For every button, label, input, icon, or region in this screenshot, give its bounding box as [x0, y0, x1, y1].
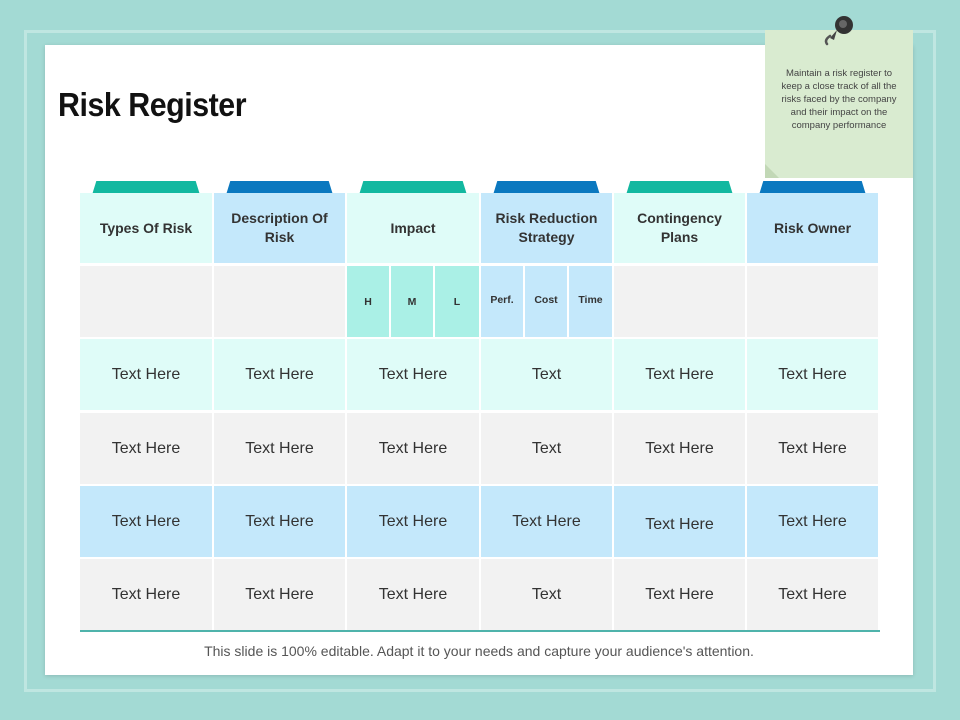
table-cell: Text Here — [80, 559, 212, 630]
column-header: Description Of Risk — [214, 193, 345, 263]
column-header: Risk Owner — [747, 193, 878, 263]
table-cell: Text Here — [747, 413, 878, 484]
table-cell: Text — [481, 413, 612, 484]
sub-header-cell: H — [347, 266, 389, 337]
column-header: Types Of Risk — [80, 193, 212, 263]
table-cell: Text Here — [347, 486, 479, 557]
pushpin-icon — [818, 14, 858, 48]
table-cell: Text Here — [614, 413, 745, 484]
table-bottom-border — [80, 630, 880, 632]
table-cell: Text Here — [747, 339, 878, 410]
table-cell: Text Here — [80, 339, 212, 410]
page-title: Risk Register — [58, 86, 247, 123]
table-cell: Text Here — [347, 559, 479, 630]
table-cell: Text Here — [80, 486, 212, 557]
sticky-note-text: Maintain a risk register to keep a close track of all the risks faced by the company and their impact on the company performance — [781, 68, 897, 131]
table-cell: Text Here — [347, 339, 479, 410]
sub-header-empty — [614, 266, 745, 337]
column-header: Contingency Plans — [614, 193, 745, 263]
table-cell: Text Here — [747, 486, 878, 557]
table-cell: Text — [481, 339, 612, 410]
table-cell: Text Here — [614, 559, 745, 630]
table-cell: Text Here — [214, 339, 345, 410]
column-header: Impact — [347, 193, 479, 263]
table-cell: Text — [481, 559, 612, 630]
table-cell: Text Here — [614, 486, 745, 557]
footer-note: This slide is 100% editable. Adapt it to your needs and capture your audience's attention. — [204, 643, 754, 659]
sub-header-empty — [214, 266, 345, 337]
sub-header-empty — [747, 266, 878, 337]
table-cell: Text Here — [80, 413, 212, 484]
sub-header-cell: Perf. — [481, 266, 523, 337]
table-cell: Text Here — [481, 486, 612, 557]
sub-header-cell: Time — [569, 266, 612, 337]
table-cell: Text Here — [347, 413, 479, 484]
table-cell: Text Here — [214, 486, 345, 557]
sub-header-cell: M — [391, 266, 433, 337]
sub-header-cell: Cost — [525, 266, 567, 337]
table-cell: Text Here — [214, 413, 345, 484]
column-header: Risk Reduction Strategy — [481, 193, 612, 263]
table-cell: Text Here — [214, 559, 345, 630]
table-cell: Text Here — [747, 559, 878, 630]
sub-header-empty — [80, 266, 212, 337]
table-cell: Text Here — [614, 339, 745, 410]
sub-header-cell: L — [435, 266, 479, 337]
